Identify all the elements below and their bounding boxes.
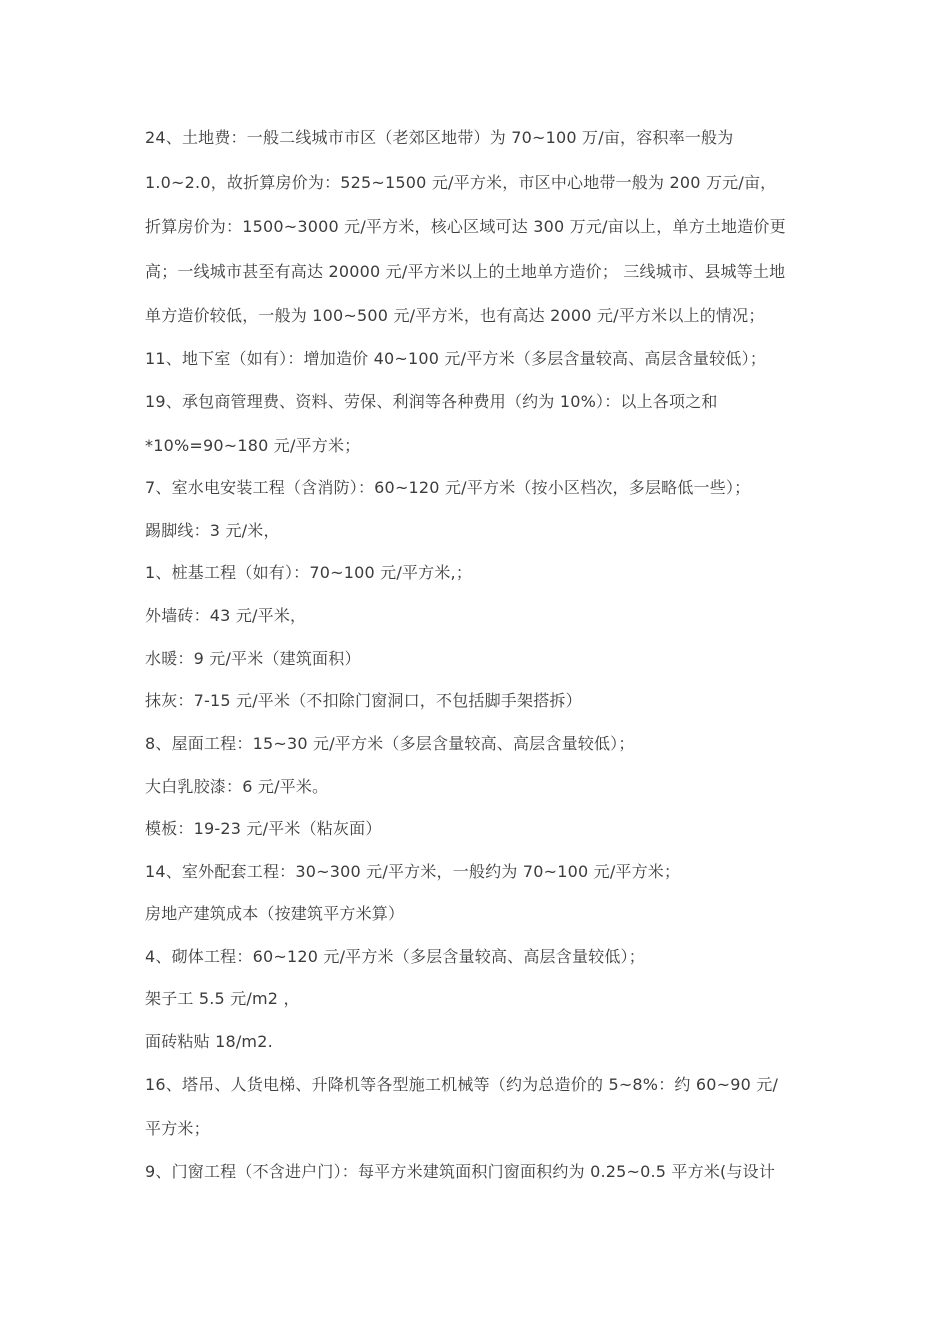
text-line: 外墙砖：43 元/平米， — [145, 606, 307, 625]
text-line: 房地产建筑成本（按建筑平方米算） — [145, 904, 405, 923]
text-line: 大白乳胶漆：6 元/平米。 — [145, 777, 329, 796]
text-line: 单方造价较低，一般为 100~500 元/平方米，也有高达 2000 元/平方米以上的情况； — [145, 306, 765, 325]
text-line: 7、室水电安装工程（含消防）：60~120 元/平方米（按小区档次，多层略低一些）； — [145, 478, 751, 497]
text-line: 高；一线城市甚至有高达 20000 元/平方米以上的土地单方造价； 三线城市、县城等土地 — [145, 262, 786, 281]
text-line: 面砖粘贴 18/m2. — [145, 1032, 273, 1051]
text-line: 抹灰：7-15 元/平米（不扣除门窗洞口，不包括脚手架搭拆） — [145, 691, 582, 710]
text-line: 11、地下室（如有）：增加造价 40~100 元/平方米（多层含量较高、高层含量较低）； — [145, 349, 767, 368]
text-line: 4、砌体工程：60~120 元/平方米（多层含量较高、高层含量较低）； — [145, 947, 645, 966]
text-line: 1.0~2.0，故折算房价为：525~1500 元/平方米，市区中心地带一般为 200 万元/亩， — [145, 173, 777, 192]
text-line: 踢脚线：3 元/米， — [145, 521, 280, 540]
text-line: 9、门窗工程（不含进户门）：每平方米建筑面积门窗面积约为 0.25~0.5 平方米(与设计 — [145, 1162, 776, 1181]
text-line: 模板：19-23 元/平米（粘灰面） — [145, 819, 382, 838]
text-line: 14、室外配套工程：30~300 元/平方米，一般约为 70~100 元/平方米； — [145, 862, 681, 881]
text-line: 16、塔吊、人货电梯、升降机等各型施工机械等（约为总造价的 5~8%：约 60~90 元/ — [145, 1075, 779, 1094]
text-line: 平方米； — [145, 1119, 210, 1138]
text-line: 折算房价为：1500~3000 元/平方米，核心区域可达 300 万元/亩以上，单方土地造价更 — [145, 217, 786, 236]
text-line: 水暖：9 元/平米（建筑面积） — [145, 649, 361, 668]
text-line: 8、屋面工程：15~30 元/平方米（多层含量较高、高层含量较低）； — [145, 734, 635, 753]
text-line: 19、承包商管理费、资料、劳保、利润等各种费用（约为 10%）：以上各项之和 — [145, 392, 718, 411]
text-line: *10%=90~180 元/平方米； — [145, 436, 361, 455]
text-line: 架子工 5.5 元/m2 ， — [145, 989, 300, 1008]
text-line: 1、桩基工程（如有）：70~100 元/平方米,； — [145, 563, 473, 582]
text-line: 24、土地费：一般二线城市市区（老郊区地带）为 70~100 万/亩，容积率一般为 — [145, 128, 734, 147]
